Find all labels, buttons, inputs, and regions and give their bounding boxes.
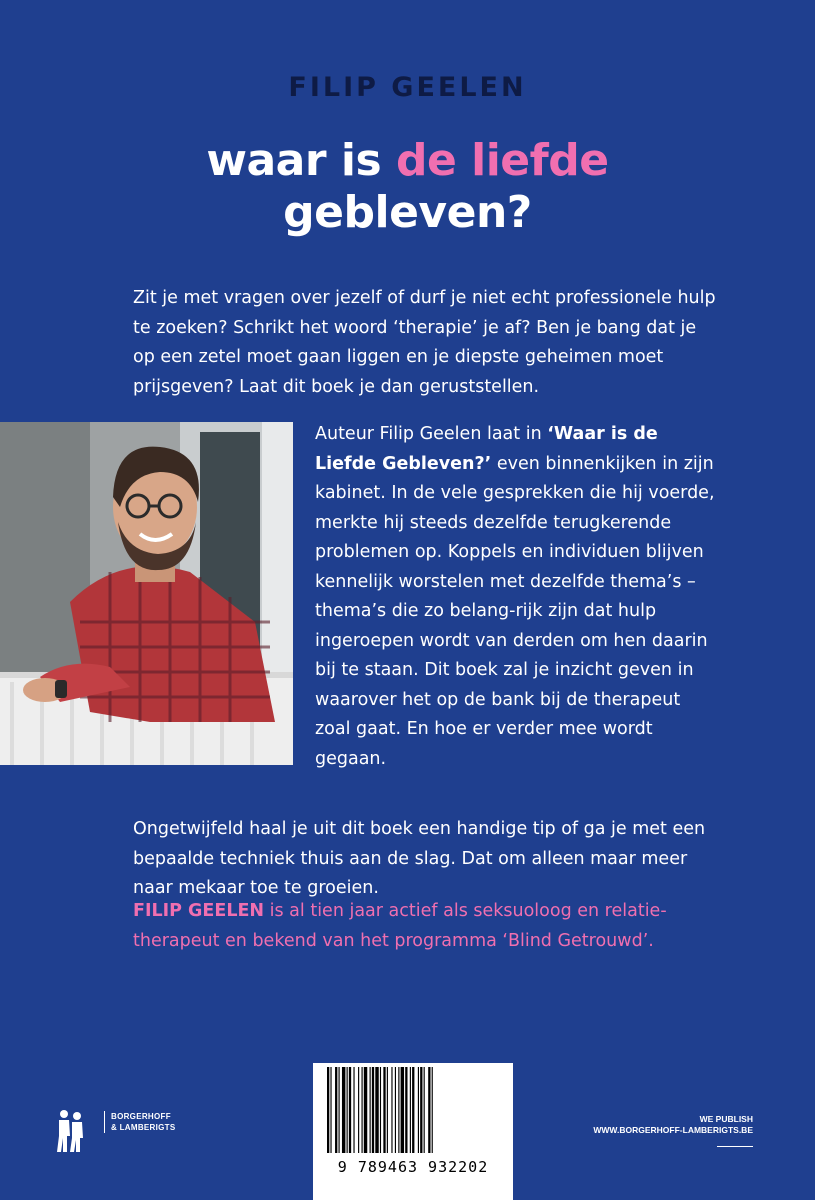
barcode-bar (347, 1067, 348, 1153)
publisher-website: WWW.BORGERHOFF-LAMBERIGTS.BE (593, 1125, 753, 1135)
publisher-website-block (593, 1114, 753, 1147)
publisher-line2: & LAMBERIGTS (111, 1123, 176, 1132)
barcode-bar (424, 1067, 425, 1153)
website-underline (717, 1146, 753, 1147)
barcode-bar (370, 1067, 371, 1153)
body2-after: even binnenkijken in zijn kabinet. In de vele gesprekken die hij voerde, merkte hij steeds dezelfde terugkerende problemen op. Koppels en individuen blijven kennelijk worstelen met dezelfde thema’s – thema’s die zo belang-rijk zijn dat hulp ingeroepen wordt van derden om hen daarin bij te staan. Dit boek zal je inzicht geven in waarover het op de bank bij de therapeut zoal gaat. En hoe er verder mee wordt gegaan. (315, 453, 715, 769)
author-name-heading: FILIP GEELEN (288, 72, 527, 103)
barcode-bar (412, 1067, 414, 1153)
barcode-bar (420, 1067, 422, 1153)
barcode-bar (398, 1067, 399, 1153)
barcode-bar (330, 1067, 331, 1153)
description-paragraph (315, 420, 720, 774)
barcode-bar (372, 1067, 374, 1153)
barcode-bar (383, 1067, 385, 1153)
body2-title-bold: ‘Waar is de Liefde Gebleven?’ (315, 424, 658, 474)
barcode-bar (362, 1067, 363, 1153)
body2-before: Auteur Filip Geelen laat in (315, 424, 548, 444)
barcode-bar (342, 1067, 345, 1153)
barcode-bar (428, 1067, 430, 1153)
barcode-bar (432, 1067, 433, 1153)
barcode-bar (353, 1067, 354, 1153)
title-highlight: de liefde (395, 135, 609, 186)
barcode-bar (364, 1067, 367, 1153)
barcode-bar (395, 1067, 396, 1153)
barcode-number: 9 789463 932202 (337, 1158, 489, 1176)
bio-name: FILIP GEELEN (133, 901, 265, 921)
bio-text: is al tien jaar actief als seksuoloog en relatie-therapeut en bekend van het programma ‘Blind Getrouwd’. (133, 901, 667, 951)
barcode-bar (410, 1067, 411, 1153)
author-bio (133, 897, 723, 956)
isbn-barcode (313, 1063, 513, 1200)
title-part2: gebleven? (283, 187, 532, 238)
publisher-tagline: WE PUBLISH (699, 1114, 753, 1124)
barcode-bar (335, 1067, 337, 1153)
publisher-name (104, 1111, 176, 1133)
publisher-line1: BORGERHOFF (111, 1112, 171, 1121)
barcode-bar (387, 1067, 388, 1153)
barcode-bar (358, 1067, 359, 1153)
barcode-bar (391, 1067, 392, 1153)
book-title (0, 135, 815, 239)
title-part1: waar is (206, 135, 396, 186)
barcode-bar (339, 1067, 340, 1153)
barcode-bar (375, 1067, 378, 1153)
author-photo (0, 422, 293, 765)
intro-paragraph: Zit je met vragen over jezelf of durf je niet echt professionele hulp te zoeken? Schrikt het woord ‘therapie’ je af? Ben je bang dat je op een zetel moet gaan liggen en je diepste geheimen moet prijsgeven? Laat dit boek je dan geruststellen. (133, 288, 716, 397)
barcode-bar (327, 1067, 329, 1153)
barcode-bar (380, 1067, 381, 1153)
outro-paragraph: Ongetwijfeld haal je uit dit boek een handige tip of ga je met een bepaalde techniek thuis aan de slag. Dat om alleen maar meer naar mekaar toe te groeien. (133, 819, 706, 898)
barcode-bars (313, 1063, 513, 1155)
barcode-bar (349, 1067, 351, 1153)
barcode-bar (401, 1067, 404, 1153)
barcode-bar (418, 1067, 419, 1153)
barcode-bar (405, 1067, 407, 1153)
